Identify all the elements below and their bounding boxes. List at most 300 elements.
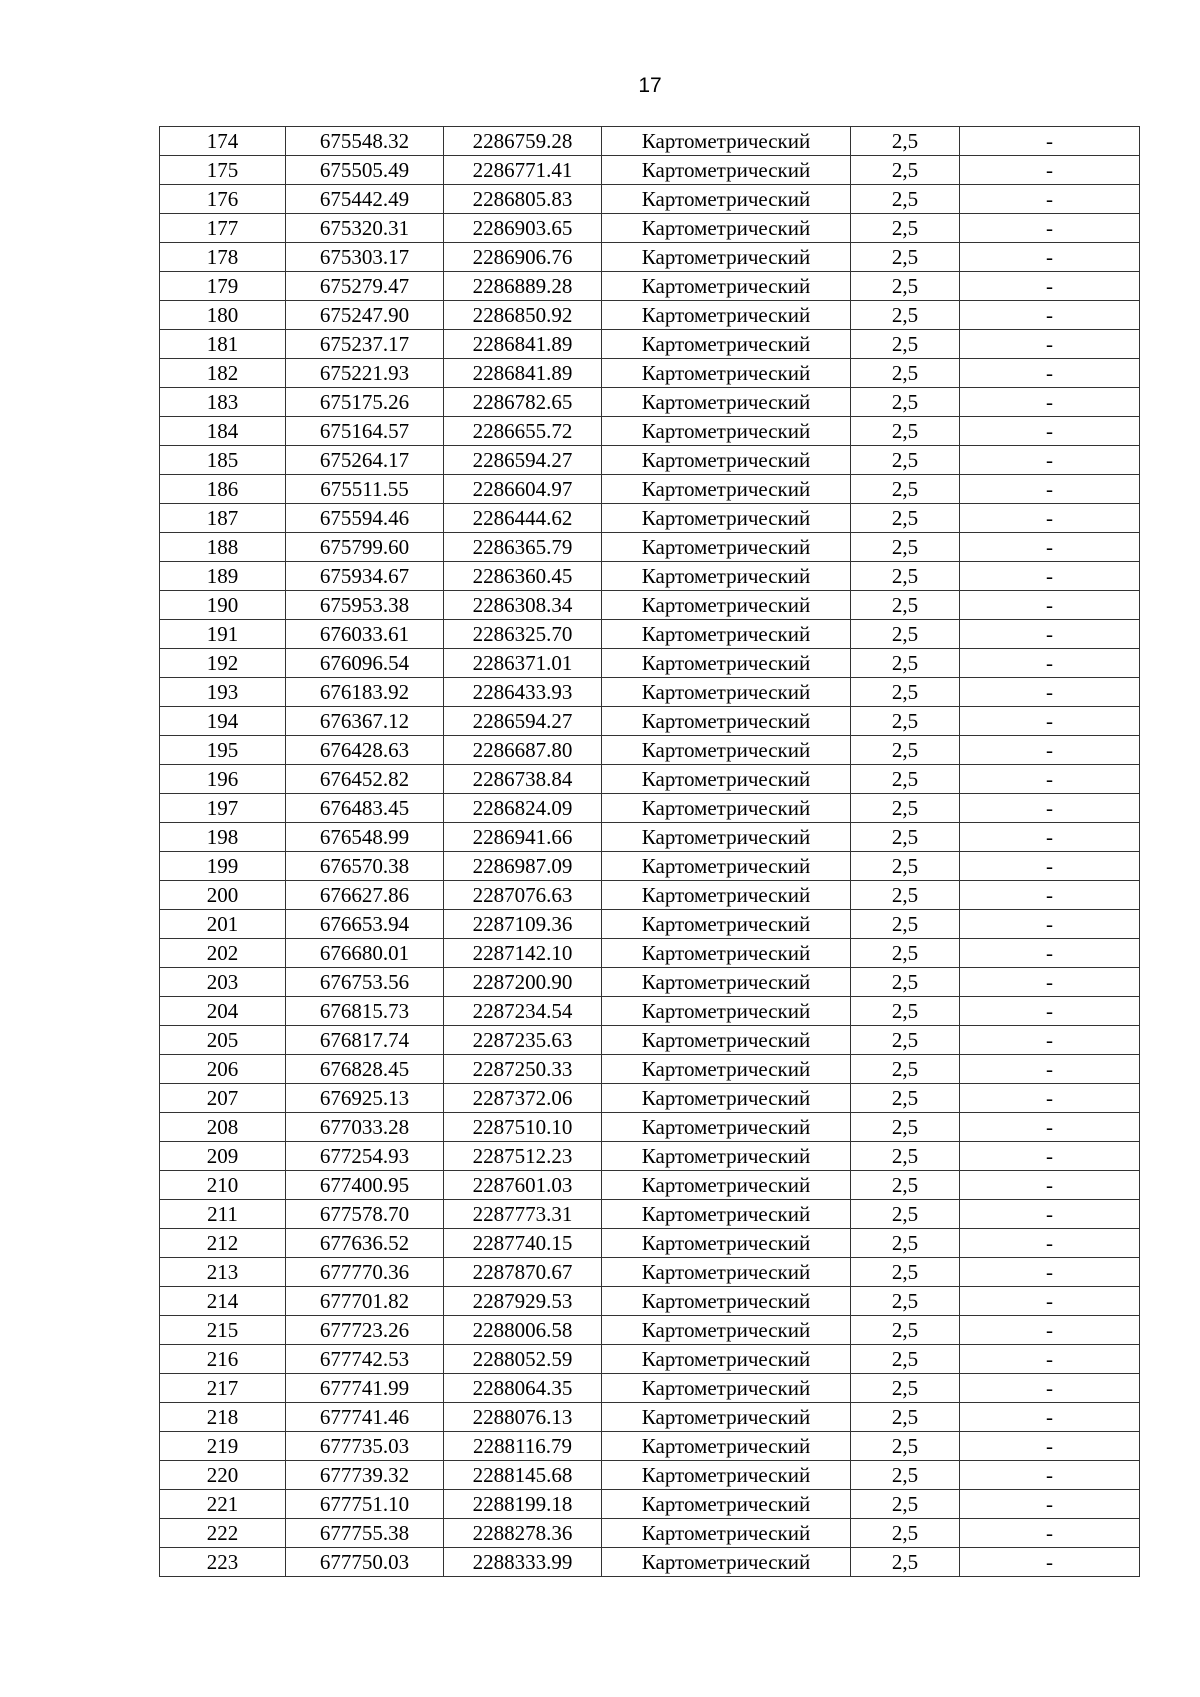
point-number-cell: 210 — [160, 1171, 286, 1200]
note-cell: - — [960, 620, 1140, 649]
note-cell: - — [960, 1374, 1140, 1403]
x-coordinate-cell: 675175.26 — [286, 388, 444, 417]
accuracy-cell: 2,5 — [851, 1229, 960, 1258]
point-number-cell: 202 — [160, 939, 286, 968]
note-cell: - — [960, 1287, 1140, 1316]
table-row — [160, 417, 1140, 446]
note-cell: - — [960, 1316, 1140, 1345]
method-cell: Картометрический — [602, 620, 851, 649]
x-coordinate-cell: 677739.32 — [286, 1461, 444, 1490]
table-row — [160, 968, 1140, 997]
point-number-cell: 223 — [160, 1548, 286, 1577]
note-cell: - — [960, 1229, 1140, 1258]
note-cell: - — [960, 591, 1140, 620]
method-cell: Картометрический — [602, 1548, 851, 1577]
table-row — [160, 794, 1140, 823]
point-number-cell: 184 — [160, 417, 286, 446]
accuracy-cell: 2,5 — [851, 446, 960, 475]
point-number-cell: 191 — [160, 620, 286, 649]
method-cell: Картометрический — [602, 910, 851, 939]
note-cell: - — [960, 1403, 1140, 1432]
accuracy-cell: 2,5 — [851, 1403, 960, 1432]
method-cell: Картометрический — [602, 1461, 851, 1490]
point-number-cell: 222 — [160, 1519, 286, 1548]
accuracy-cell: 2,5 — [851, 1287, 960, 1316]
note-cell: - — [960, 1548, 1140, 1577]
table-row — [160, 1026, 1140, 1055]
point-number-cell: 215 — [160, 1316, 286, 1345]
table-row — [160, 1345, 1140, 1374]
y-coordinate-cell: 2287235.63 — [444, 1026, 602, 1055]
note-cell: - — [960, 388, 1140, 417]
x-coordinate-cell: 675237.17 — [286, 330, 444, 359]
x-coordinate-cell: 676680.01 — [286, 939, 444, 968]
y-coordinate-cell: 2288333.99 — [444, 1548, 602, 1577]
method-cell: Картометрический — [602, 707, 851, 736]
point-number-cell: 203 — [160, 968, 286, 997]
y-coordinate-cell: 2287234.54 — [444, 997, 602, 1026]
table-row — [160, 1142, 1140, 1171]
y-coordinate-cell: 2286824.09 — [444, 794, 602, 823]
table-row — [160, 185, 1140, 214]
method-cell: Картометрический — [602, 678, 851, 707]
accuracy-cell: 2,5 — [851, 1461, 960, 1490]
table-row — [160, 1403, 1140, 1432]
x-coordinate-cell: 675799.60 — [286, 533, 444, 562]
y-coordinate-cell: 2286444.62 — [444, 504, 602, 533]
x-coordinate-cell: 677741.46 — [286, 1403, 444, 1432]
accuracy-cell: 2,5 — [851, 127, 960, 156]
method-cell: Картометрический — [602, 301, 851, 330]
accuracy-cell: 2,5 — [851, 272, 960, 301]
point-number-cell: 178 — [160, 243, 286, 272]
note-cell: - — [960, 1055, 1140, 1084]
x-coordinate-cell: 676428.63 — [286, 736, 444, 765]
table-row — [160, 591, 1140, 620]
point-number-cell: 220 — [160, 1461, 286, 1490]
method-cell: Картометрический — [602, 533, 851, 562]
note-cell: - — [960, 1142, 1140, 1171]
method-cell: Картометрический — [602, 649, 851, 678]
x-coordinate-cell: 675164.57 — [286, 417, 444, 446]
accuracy-cell: 2,5 — [851, 562, 960, 591]
point-number-cell: 186 — [160, 475, 286, 504]
note-cell: - — [960, 156, 1140, 185]
note-cell: - — [960, 1461, 1140, 1490]
table-row — [160, 1490, 1140, 1519]
y-coordinate-cell: 2287512.23 — [444, 1142, 602, 1171]
x-coordinate-cell: 675953.38 — [286, 591, 444, 620]
note-cell: - — [960, 533, 1140, 562]
accuracy-cell: 2,5 — [851, 185, 960, 214]
note-cell: - — [960, 678, 1140, 707]
note-cell: - — [960, 562, 1140, 591]
table-row — [160, 620, 1140, 649]
point-number-cell: 187 — [160, 504, 286, 533]
x-coordinate-cell: 677735.03 — [286, 1432, 444, 1461]
x-coordinate-cell: 675594.46 — [286, 504, 444, 533]
method-cell: Картометрический — [602, 504, 851, 533]
x-coordinate-cell: 675548.32 — [286, 127, 444, 156]
point-number-cell: 181 — [160, 330, 286, 359]
method-cell: Картометрический — [602, 939, 851, 968]
note-cell: - — [960, 1200, 1140, 1229]
table-row — [160, 243, 1140, 272]
accuracy-cell: 2,5 — [851, 504, 960, 533]
accuracy-cell: 2,5 — [851, 417, 960, 446]
accuracy-cell: 2,5 — [851, 1432, 960, 1461]
table-row — [160, 1229, 1140, 1258]
x-coordinate-cell: 677723.26 — [286, 1316, 444, 1345]
accuracy-cell: 2,5 — [851, 1258, 960, 1287]
method-cell: Картометрический — [602, 794, 851, 823]
point-number-cell: 212 — [160, 1229, 286, 1258]
note-cell: - — [960, 968, 1140, 997]
accuracy-cell: 2,5 — [851, 591, 960, 620]
x-coordinate-cell: 677742.53 — [286, 1345, 444, 1374]
y-coordinate-cell: 2288052.59 — [444, 1345, 602, 1374]
table-row — [160, 997, 1140, 1026]
note-cell: - — [960, 330, 1140, 359]
table-row — [160, 1316, 1140, 1345]
coordinates-table — [159, 126, 1140, 1577]
accuracy-cell: 2,5 — [851, 765, 960, 794]
method-cell: Картометрический — [602, 881, 851, 910]
y-coordinate-cell: 2288199.18 — [444, 1490, 602, 1519]
method-cell: Картометрический — [602, 243, 851, 272]
note-cell: - — [960, 1171, 1140, 1200]
note-cell: - — [960, 765, 1140, 794]
x-coordinate-cell: 677254.93 — [286, 1142, 444, 1171]
table-row — [160, 1374, 1140, 1403]
accuracy-cell: 2,5 — [851, 533, 960, 562]
table-row — [160, 707, 1140, 736]
y-coordinate-cell: 2287929.53 — [444, 1287, 602, 1316]
method-cell: Картометрический — [602, 417, 851, 446]
accuracy-cell: 2,5 — [851, 1026, 960, 1055]
method-cell: Картометрический — [602, 1084, 851, 1113]
note-cell: - — [960, 1432, 1140, 1461]
accuracy-cell: 2,5 — [851, 997, 960, 1026]
accuracy-cell: 2,5 — [851, 968, 960, 997]
x-coordinate-cell: 676570.38 — [286, 852, 444, 881]
y-coordinate-cell: 2286687.80 — [444, 736, 602, 765]
table-row — [160, 504, 1140, 533]
method-cell: Картометрический — [602, 475, 851, 504]
y-coordinate-cell: 2286987.09 — [444, 852, 602, 881]
y-coordinate-cell: 2286903.65 — [444, 214, 602, 243]
method-cell: Картометрический — [602, 1374, 851, 1403]
method-cell: Картометрический — [602, 852, 851, 881]
point-number-cell: 199 — [160, 852, 286, 881]
y-coordinate-cell: 2287601.03 — [444, 1171, 602, 1200]
method-cell: Картометрический — [602, 1055, 851, 1084]
table-row — [160, 1200, 1140, 1229]
point-number-cell: 174 — [160, 127, 286, 156]
x-coordinate-cell: 676367.12 — [286, 707, 444, 736]
point-number-cell: 176 — [160, 185, 286, 214]
y-coordinate-cell: 2286594.27 — [444, 446, 602, 475]
y-coordinate-cell: 2287773.31 — [444, 1200, 602, 1229]
x-coordinate-cell: 675442.49 — [286, 185, 444, 214]
x-coordinate-cell: 676753.56 — [286, 968, 444, 997]
accuracy-cell: 2,5 — [851, 881, 960, 910]
accuracy-cell: 2,5 — [851, 330, 960, 359]
note-cell: - — [960, 272, 1140, 301]
table-row — [160, 852, 1140, 881]
table-row — [160, 359, 1140, 388]
point-number-cell: 204 — [160, 997, 286, 1026]
x-coordinate-cell: 677701.82 — [286, 1287, 444, 1316]
method-cell: Картометрический — [602, 736, 851, 765]
table-row — [160, 823, 1140, 852]
method-cell: Картометрический — [602, 591, 851, 620]
accuracy-cell: 2,5 — [851, 301, 960, 330]
accuracy-cell: 2,5 — [851, 823, 960, 852]
table-row — [160, 446, 1140, 475]
table-row — [160, 939, 1140, 968]
point-number-cell: 217 — [160, 1374, 286, 1403]
point-number-cell: 183 — [160, 388, 286, 417]
method-cell: Картометрический — [602, 1142, 851, 1171]
accuracy-cell: 2,5 — [851, 1374, 960, 1403]
y-coordinate-cell: 2286308.34 — [444, 591, 602, 620]
accuracy-cell: 2,5 — [851, 1113, 960, 1142]
accuracy-cell: 2,5 — [851, 910, 960, 939]
page-number: 17 — [638, 74, 662, 97]
point-number-cell: 206 — [160, 1055, 286, 1084]
x-coordinate-cell: 675511.55 — [286, 475, 444, 504]
y-coordinate-cell: 2286738.84 — [444, 765, 602, 794]
point-number-cell: 194 — [160, 707, 286, 736]
x-coordinate-cell: 675505.49 — [286, 156, 444, 185]
table-row — [160, 1171, 1140, 1200]
note-cell: - — [960, 127, 1140, 156]
method-cell: Картометрический — [602, 127, 851, 156]
y-coordinate-cell: 2286906.76 — [444, 243, 602, 272]
accuracy-cell: 2,5 — [851, 794, 960, 823]
note-cell: - — [960, 910, 1140, 939]
accuracy-cell: 2,5 — [851, 1345, 960, 1374]
accuracy-cell: 2,5 — [851, 243, 960, 272]
method-cell: Картометрический — [602, 1316, 851, 1345]
y-coordinate-cell: 2288006.58 — [444, 1316, 602, 1345]
method-cell: Картометрический — [602, 388, 851, 417]
accuracy-cell: 2,5 — [851, 156, 960, 185]
accuracy-cell: 2,5 — [851, 649, 960, 678]
x-coordinate-cell: 676452.82 — [286, 765, 444, 794]
x-coordinate-cell: 676033.61 — [286, 620, 444, 649]
point-number-cell: 196 — [160, 765, 286, 794]
method-cell: Картометрический — [602, 562, 851, 591]
accuracy-cell: 2,5 — [851, 1490, 960, 1519]
accuracy-cell: 2,5 — [851, 620, 960, 649]
method-cell: Картометрический — [602, 765, 851, 794]
accuracy-cell: 2,5 — [851, 1200, 960, 1229]
note-cell: - — [960, 417, 1140, 446]
y-coordinate-cell: 2287870.67 — [444, 1258, 602, 1287]
table-row — [160, 1258, 1140, 1287]
y-coordinate-cell: 2287200.90 — [444, 968, 602, 997]
method-cell: Картометрический — [602, 1200, 851, 1229]
note-cell: - — [960, 1345, 1140, 1374]
accuracy-cell: 2,5 — [851, 359, 960, 388]
method-cell: Картометрический — [602, 1171, 851, 1200]
y-coordinate-cell: 2288116.79 — [444, 1432, 602, 1461]
table-row — [160, 562, 1140, 591]
point-number-cell: 201 — [160, 910, 286, 939]
x-coordinate-cell: 676096.54 — [286, 649, 444, 678]
y-coordinate-cell: 2286941.66 — [444, 823, 602, 852]
point-number-cell: 193 — [160, 678, 286, 707]
accuracy-cell: 2,5 — [851, 939, 960, 968]
accuracy-cell: 2,5 — [851, 1171, 960, 1200]
x-coordinate-cell: 677751.10 — [286, 1490, 444, 1519]
x-coordinate-cell: 676653.94 — [286, 910, 444, 939]
point-number-cell: 182 — [160, 359, 286, 388]
y-coordinate-cell: 2286655.72 — [444, 417, 602, 446]
method-cell: Картометрический — [602, 185, 851, 214]
accuracy-cell: 2,5 — [851, 1548, 960, 1577]
point-number-cell: 218 — [160, 1403, 286, 1432]
note-cell: - — [960, 794, 1140, 823]
accuracy-cell: 2,5 — [851, 475, 960, 504]
y-coordinate-cell: 2286805.83 — [444, 185, 602, 214]
table-row — [160, 649, 1140, 678]
table-row — [160, 881, 1140, 910]
table-row — [160, 910, 1140, 939]
method-cell: Картометрический — [602, 1345, 851, 1374]
note-cell: - — [960, 301, 1140, 330]
point-number-cell: 189 — [160, 562, 286, 591]
note-cell: - — [960, 997, 1140, 1026]
point-number-cell: 219 — [160, 1432, 286, 1461]
accuracy-cell: 2,5 — [851, 707, 960, 736]
table-row — [160, 1432, 1140, 1461]
table-row — [160, 1519, 1140, 1548]
point-number-cell: 197 — [160, 794, 286, 823]
y-coordinate-cell: 2286889.28 — [444, 272, 602, 301]
note-cell: - — [960, 504, 1140, 533]
table-row — [160, 272, 1140, 301]
x-coordinate-cell: 676183.92 — [286, 678, 444, 707]
point-number-cell: 214 — [160, 1287, 286, 1316]
note-cell: - — [960, 1113, 1140, 1142]
y-coordinate-cell: 2286360.45 — [444, 562, 602, 591]
note-cell: - — [960, 852, 1140, 881]
x-coordinate-cell: 676548.99 — [286, 823, 444, 852]
y-coordinate-cell: 2287372.06 — [444, 1084, 602, 1113]
note-cell: - — [960, 359, 1140, 388]
accuracy-cell: 2,5 — [851, 1084, 960, 1113]
point-number-cell: 177 — [160, 214, 286, 243]
y-coordinate-cell: 2286782.65 — [444, 388, 602, 417]
accuracy-cell: 2,5 — [851, 1316, 960, 1345]
y-coordinate-cell: 2287076.63 — [444, 881, 602, 910]
table-row — [160, 1287, 1140, 1316]
accuracy-cell: 2,5 — [851, 736, 960, 765]
table-row — [160, 1461, 1140, 1490]
point-number-cell: 185 — [160, 446, 286, 475]
x-coordinate-cell: 677578.70 — [286, 1200, 444, 1229]
y-coordinate-cell: 2288076.13 — [444, 1403, 602, 1432]
accuracy-cell: 2,5 — [851, 1142, 960, 1171]
note-cell: - — [960, 243, 1140, 272]
y-coordinate-cell: 2287740.15 — [444, 1229, 602, 1258]
method-cell: Картометрический — [602, 446, 851, 475]
table-row — [160, 1084, 1140, 1113]
x-coordinate-cell: 677770.36 — [286, 1258, 444, 1287]
method-cell: Картометрический — [602, 1113, 851, 1142]
y-coordinate-cell: 2287510.10 — [444, 1113, 602, 1142]
method-cell: Картометрический — [602, 1490, 851, 1519]
table-row — [160, 127, 1140, 156]
point-number-cell: 213 — [160, 1258, 286, 1287]
table-row — [160, 678, 1140, 707]
x-coordinate-cell: 676925.13 — [286, 1084, 444, 1113]
note-cell: - — [960, 446, 1140, 475]
point-number-cell: 211 — [160, 1200, 286, 1229]
point-number-cell: 207 — [160, 1084, 286, 1113]
table-row — [160, 765, 1140, 794]
x-coordinate-cell: 675264.17 — [286, 446, 444, 475]
y-coordinate-cell: 2286433.93 — [444, 678, 602, 707]
note-cell: - — [960, 1084, 1140, 1113]
method-cell: Картометрический — [602, 1258, 851, 1287]
point-number-cell: 195 — [160, 736, 286, 765]
method-cell: Картометрический — [602, 330, 851, 359]
x-coordinate-cell: 676483.45 — [286, 794, 444, 823]
x-coordinate-cell: 675934.67 — [286, 562, 444, 591]
note-cell: - — [960, 214, 1140, 243]
accuracy-cell: 2,5 — [851, 1055, 960, 1084]
note-cell: - — [960, 736, 1140, 765]
y-coordinate-cell: 2286759.28 — [444, 127, 602, 156]
x-coordinate-cell: 677636.52 — [286, 1229, 444, 1258]
point-number-cell: 208 — [160, 1113, 286, 1142]
method-cell: Картометрический — [602, 1287, 851, 1316]
y-coordinate-cell: 2287250.33 — [444, 1055, 602, 1084]
accuracy-cell: 2,5 — [851, 1519, 960, 1548]
x-coordinate-cell: 676828.45 — [286, 1055, 444, 1084]
accuracy-cell: 2,5 — [851, 214, 960, 243]
note-cell: - — [960, 1026, 1140, 1055]
x-coordinate-cell: 675221.93 — [286, 359, 444, 388]
table-row — [160, 1055, 1140, 1084]
x-coordinate-cell: 675303.17 — [286, 243, 444, 272]
y-coordinate-cell: 2287142.10 — [444, 939, 602, 968]
point-number-cell: 200 — [160, 881, 286, 910]
x-coordinate-cell: 677750.03 — [286, 1548, 444, 1577]
table-row — [160, 388, 1140, 417]
x-coordinate-cell: 677755.38 — [286, 1519, 444, 1548]
y-coordinate-cell: 2286365.79 — [444, 533, 602, 562]
point-number-cell: 190 — [160, 591, 286, 620]
x-coordinate-cell: 676817.74 — [286, 1026, 444, 1055]
method-cell: Картометрический — [602, 997, 851, 1026]
method-cell: Картометрический — [602, 272, 851, 301]
method-cell: Картометрический — [602, 1026, 851, 1055]
note-cell: - — [960, 1258, 1140, 1287]
method-cell: Картометрический — [602, 156, 851, 185]
method-cell: Картометрический — [602, 1432, 851, 1461]
x-coordinate-cell: 677741.99 — [286, 1374, 444, 1403]
note-cell: - — [960, 1519, 1140, 1548]
table-row — [160, 475, 1140, 504]
note-cell: - — [960, 1490, 1140, 1519]
method-cell: Картометрический — [602, 214, 851, 243]
x-coordinate-cell: 675279.47 — [286, 272, 444, 301]
